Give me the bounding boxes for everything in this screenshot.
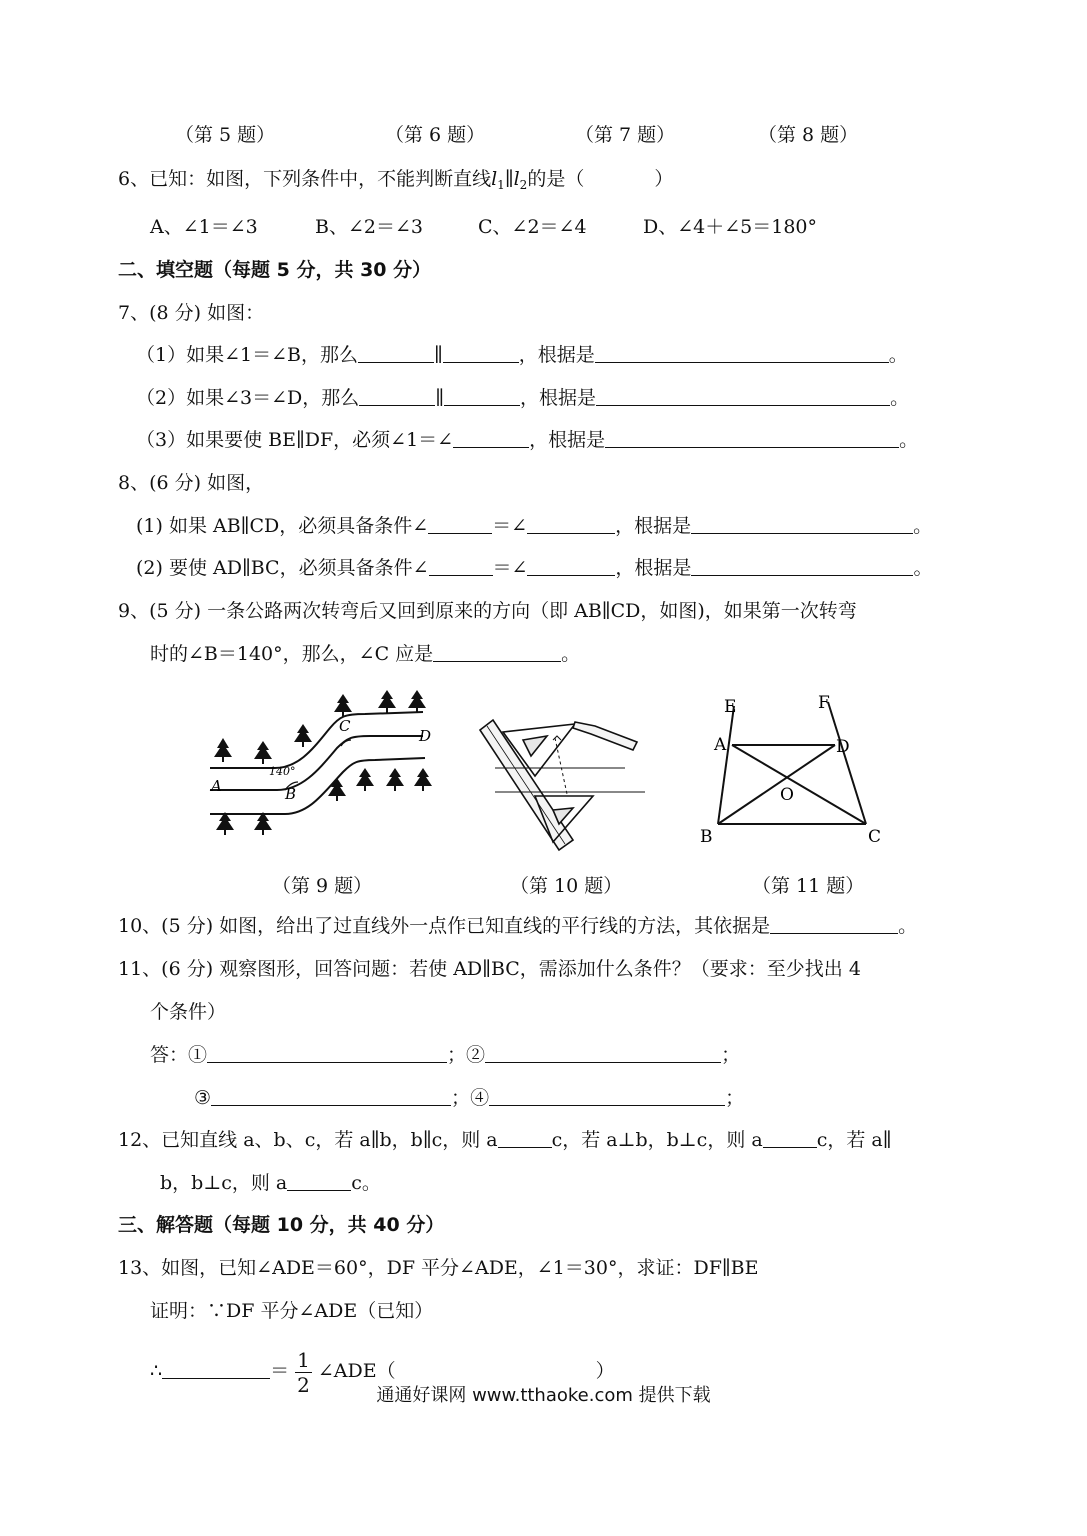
q6-option-c: C、∠2＝∠4 — [478, 216, 587, 238]
q9-line2: 时的∠B＝140°，那么，∠C 应是 。 — [150, 643, 581, 665]
q8-part2: (2) 要使 AD∥BC，必须具备条件∠ ＝∠ ，根据是 。 — [136, 557, 933, 579]
answer-blank[interactable] — [489, 1087, 725, 1106]
figure-11-trapezoid — [690, 690, 890, 850]
caption-fig5: （第 5 题） — [175, 124, 276, 146]
answer-blank[interactable] — [162, 1360, 270, 1379]
point-label-c: C — [868, 827, 882, 847]
caption-fig8: （第 8 题） — [758, 124, 859, 146]
answer-blank[interactable] — [444, 387, 520, 406]
section-3-heading: 三、解答题（每题 10 分，共 40 分） — [118, 1214, 445, 1236]
answer-blank[interactable] — [429, 557, 493, 576]
answer-blank[interactable] — [359, 387, 435, 406]
answer-blank[interactable] — [433, 643, 561, 662]
answer-blank[interactable] — [358, 344, 434, 363]
q11-line1: 11、(6 分) 观察图形，回答问题：若使 AD∥BC，需添加什么条件？（要求：至少找出 4 — [118, 958, 861, 980]
point-label-b: B — [700, 827, 713, 847]
point-label-d: D — [419, 727, 432, 745]
footer-credit: 通通好课网 www.tthaoke.com 提供下载 — [376, 1385, 711, 1406]
point-label-a: A — [714, 735, 727, 755]
q8-stem: 8、(6 分) 如图， — [118, 472, 265, 494]
answer-blank[interactable] — [595, 344, 889, 363]
q13-proof-line1: 证明：∵DF 平分∠ADE（已知） — [150, 1300, 434, 1322]
caption-fig7: （第 7 题） — [575, 124, 676, 146]
answer-blank[interactable] — [453, 429, 529, 448]
q7-part1: （1）如果∠1＝∠B，那么 ∥ ，根据是 。 — [136, 344, 908, 366]
answer-blank[interactable] — [207, 1044, 447, 1063]
answer-blank[interactable] — [527, 515, 615, 534]
angle-label: 140° — [269, 765, 296, 778]
answer-blank[interactable] — [691, 557, 913, 576]
answer-blank[interactable] — [211, 1087, 451, 1106]
q7-part2: （2）如果∠3＝∠D，那么 ∥ ，根据是 。 — [136, 387, 910, 409]
point-label-e: E — [724, 697, 737, 717]
answer-blank[interactable] — [428, 515, 492, 534]
q7-part3: （3）如果要使 BE∥DF，必须∠1＝∠ ，根据是 。 — [136, 429, 919, 451]
figure-9-road — [205, 686, 445, 856]
point-label-c: C — [339, 717, 351, 735]
caption-fig10: （第 10 题） — [510, 875, 623, 897]
q13-stem: 13、如图，已知∠ADE＝60°，DF 平分∠ADE，∠1＝30°，求证：DF∥BE — [118, 1257, 759, 1279]
q6-option-b: B、∠2＝∠3 — [315, 216, 423, 238]
answer-blank[interactable] — [596, 387, 890, 406]
q8-part1: (1) 如果 AB∥CD，必须具备条件∠ ＝∠ ，根据是 。 — [136, 515, 933, 537]
caption-fig6: （第 6 题） — [385, 124, 486, 146]
point-label-d: D — [836, 737, 850, 757]
answer-blank[interactable] — [527, 557, 615, 576]
q9-line1: 9、(5 分) 一条公路两次转弯后又回到原来的方向（即 AB∥CD，如图)，如果第一次转弯 — [118, 600, 857, 622]
answer-blank[interactable] — [443, 344, 519, 363]
q11-answer-row1: 答：① ；② ； — [150, 1044, 741, 1066]
section-2-heading: 二、填空题（每题 5 分，共 30 分） — [118, 259, 432, 281]
point-label-b: B — [285, 785, 297, 803]
caption-fig9: （第 9 题） — [272, 875, 373, 897]
answer-blank[interactable] — [287, 1172, 351, 1191]
answer-blank[interactable] — [498, 1129, 552, 1148]
q6-option-d: D、∠4＋∠5＝180° — [643, 216, 818, 238]
figure-10-construction — [475, 712, 655, 857]
q11-answer-row2: ③ ；④ ； — [194, 1087, 745, 1109]
answer-blank[interactable] — [485, 1044, 721, 1063]
q6-option-a: A、∠1＝∠3 — [150, 216, 258, 238]
point-label-a: A — [211, 777, 222, 795]
q12-line2: b，b⊥c，则 a c。 — [160, 1172, 381, 1194]
caption-fig11: （第 11 题） — [752, 875, 865, 897]
answer-blank[interactable] — [770, 915, 898, 934]
fraction-one-half: $\frac{1}{2}$ — [297, 1347, 310, 1397]
answer-blank[interactable] — [605, 429, 899, 448]
point-label-o: O — [780, 785, 794, 805]
q10: 10、(5 分) 如图，给出了过直线外一点作已知直线的平行线的方法，其依据是 。 — [118, 915, 918, 937]
q11-line2: 个条件） — [150, 1001, 227, 1023]
q13-proof-line2: ∴ ＝ $\frac{1}{2}$ ∠ADE（ ） — [150, 1347, 615, 1397]
q7-stem: 7、(8 分) 如图： — [118, 302, 265, 324]
q6-stem: 6、已知：如图，下列条件中，不能判断直线$l_1\parallel l_2$的是（ ） — [118, 168, 674, 192]
answer-blank[interactable] — [691, 515, 913, 534]
q12-line1: 12、已知直线 a、b、c，若 a∥b，b∥c，则 a c，若 a⊥b，b⊥c，则 a c，若 a∥ — [118, 1129, 892, 1151]
answer-blank[interactable] — [763, 1129, 817, 1148]
point-label-f: F — [818, 693, 830, 713]
